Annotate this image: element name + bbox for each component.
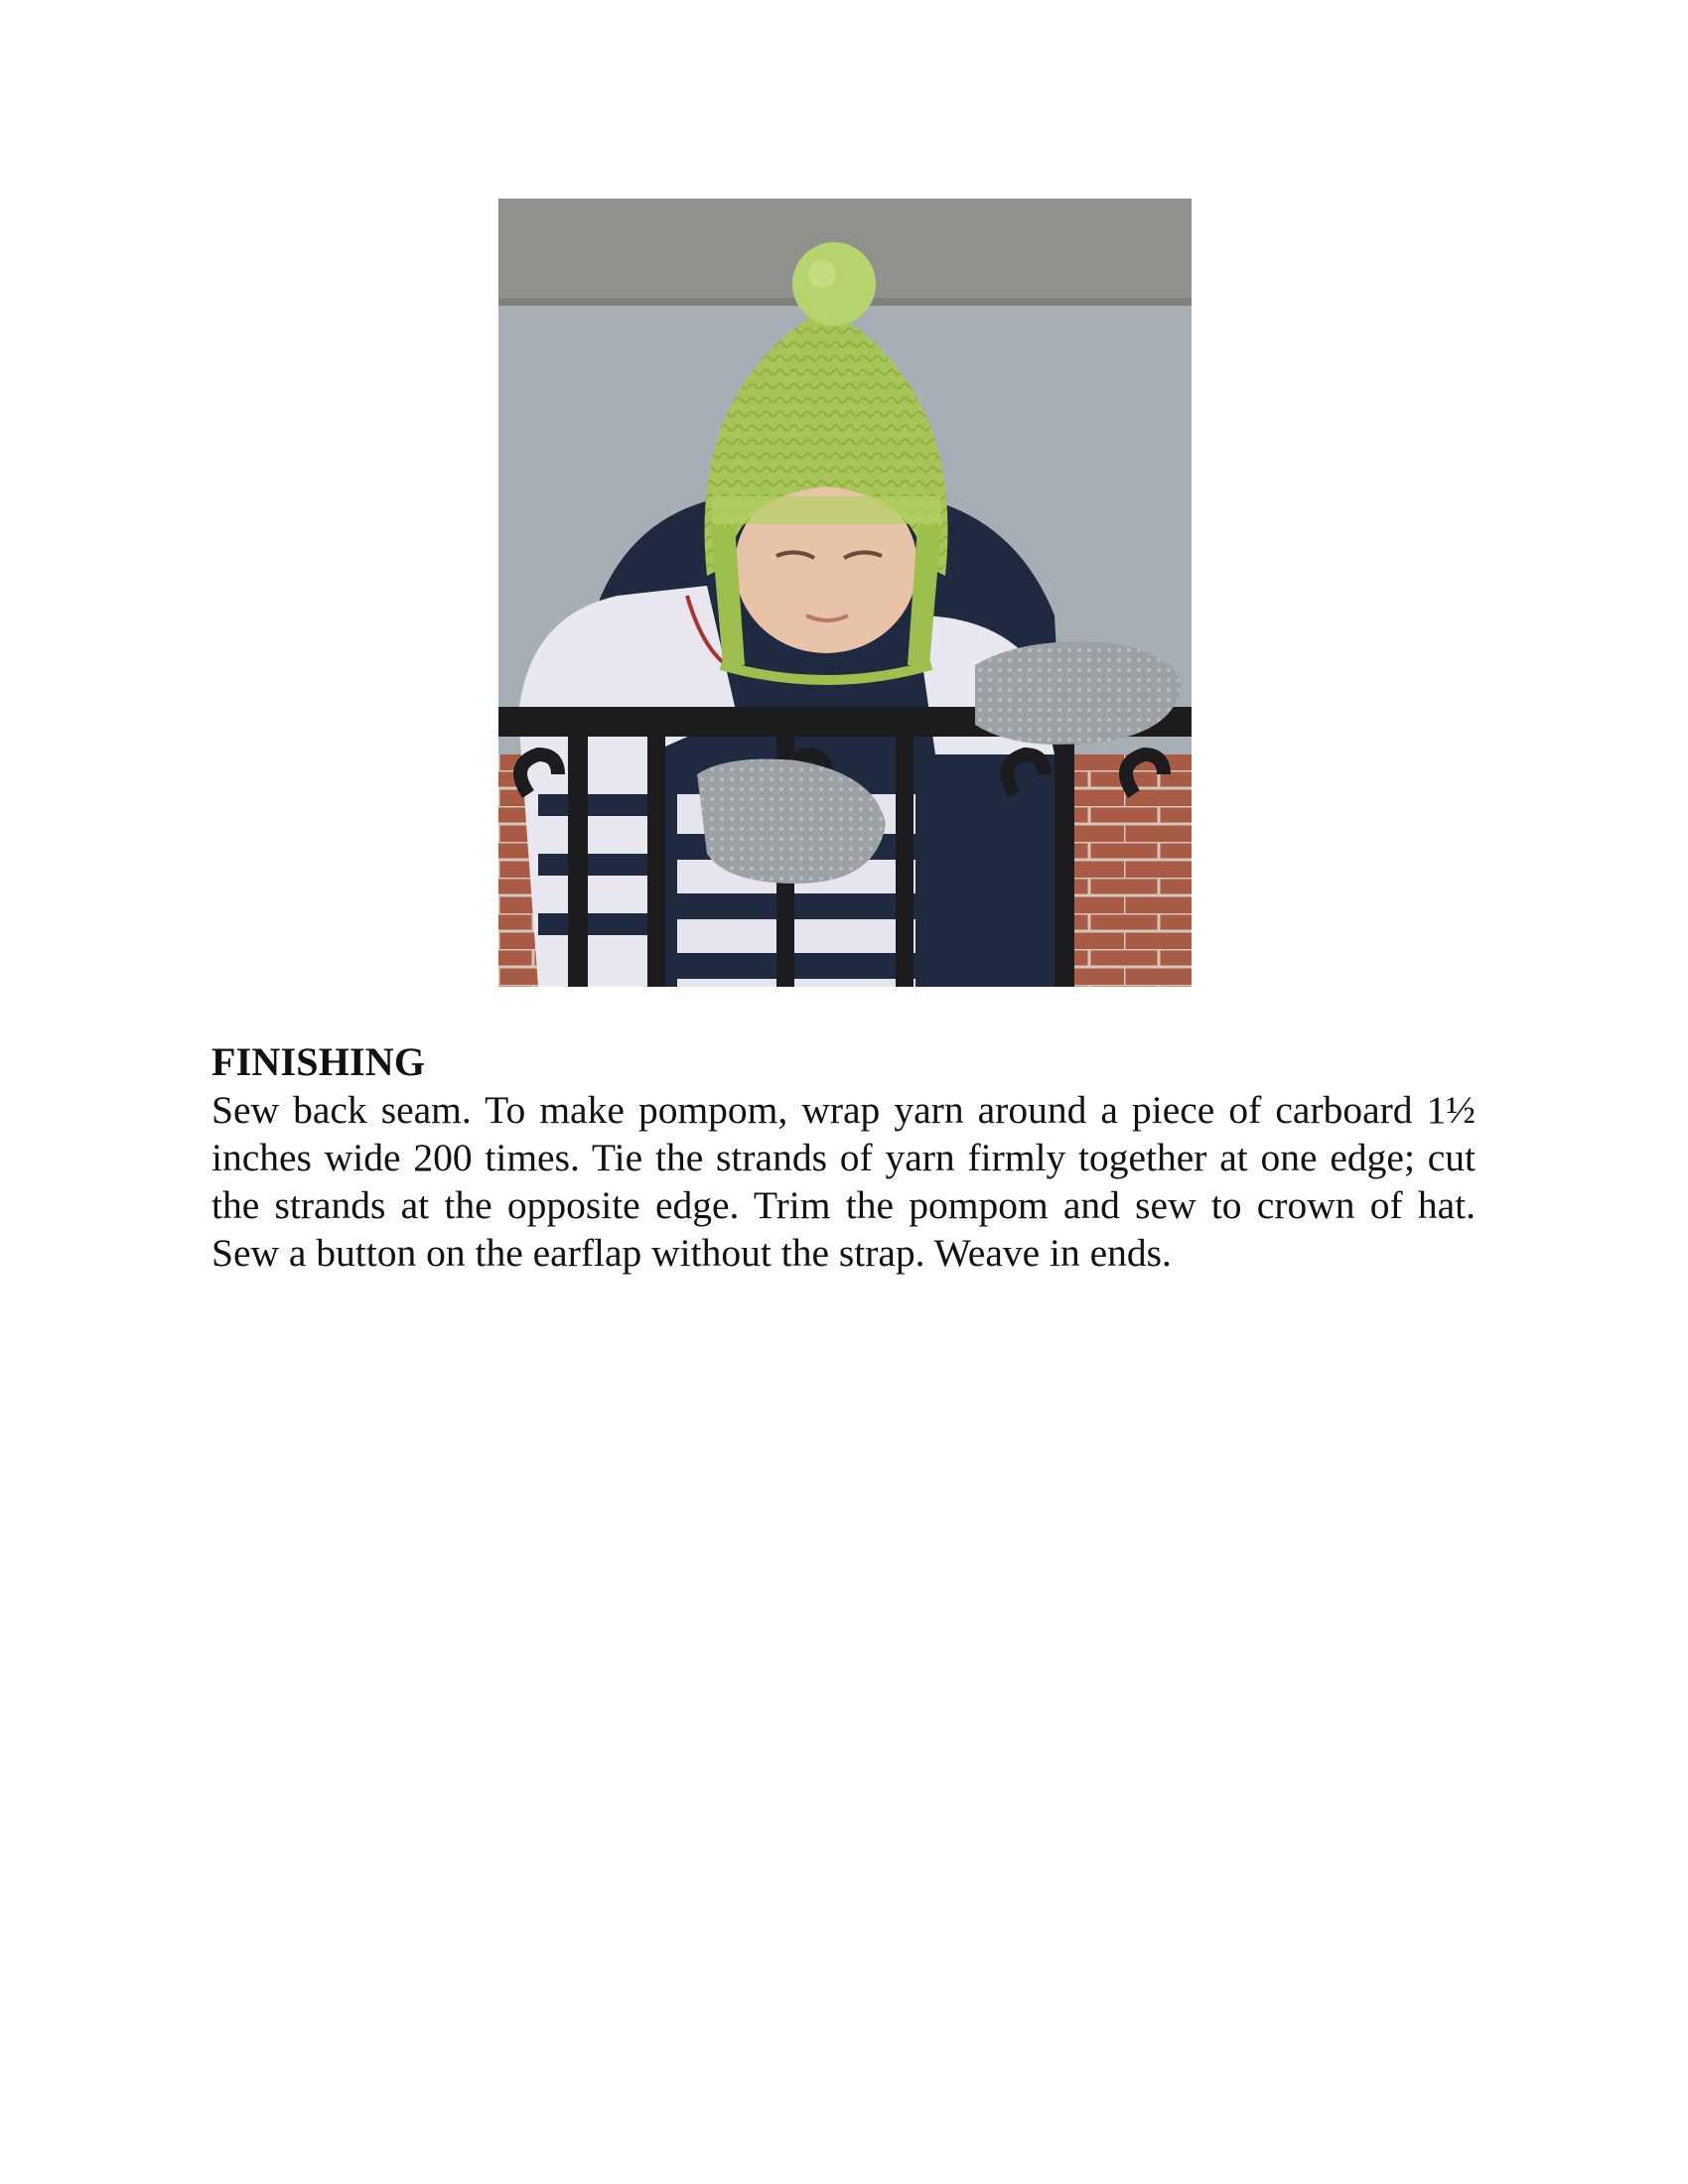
photo-illustration: [498, 199, 1192, 987]
child-hat-photo: [498, 199, 1192, 987]
finishing-section: [211, 1038, 1476, 1277]
finishing-instructions: Sew back seam. To make pompom, wrap yarn around a piece of carboard 1½ inches wide 200 times. Tie the strands of yarn firmly together at one edge; cut the strands at the opposite edge. Trim the pompom and sew to crown of hat. Sew a button on the earflap without the strap. Weave in ends.: [211, 1088, 1476, 1275]
section-heading: FINISHING: [211, 1039, 426, 1084]
pompom: [792, 242, 876, 326]
